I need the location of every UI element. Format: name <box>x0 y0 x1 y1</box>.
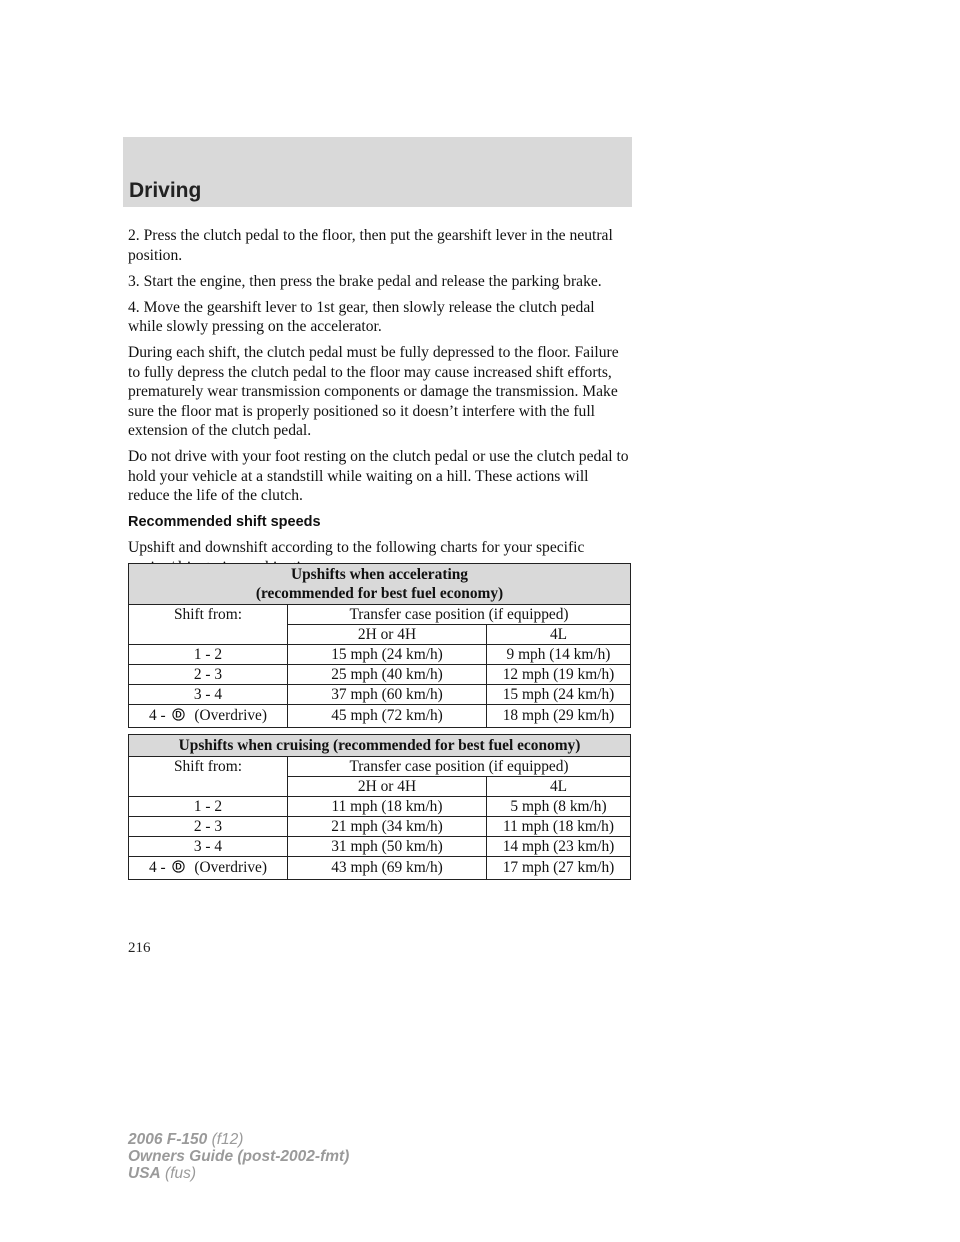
table-caption-line1: Upshifts when accelerating <box>291 566 468 583</box>
cell-2h4h: 37 mph (60 km/h) <box>288 685 487 705</box>
cell-4l: 17 mph (27 km/h) <box>487 857 631 880</box>
cell-shift: 2 - 3 <box>129 665 288 685</box>
page-number: 216 <box>128 940 151 956</box>
section-heading: Recommended shift speeds <box>128 513 321 530</box>
footer-model-code: (f12) <box>211 1131 244 1148</box>
cell-2h4h: 45 mph (72 km/h) <box>288 705 487 728</box>
table-row <box>129 817 631 837</box>
cell-4l: 18 mph (29 km/h) <box>487 705 631 728</box>
table-row <box>129 685 631 705</box>
table-row-overdrive <box>129 857 631 880</box>
col-header-4l: 4L <box>487 777 631 797</box>
accelerating-shift-table <box>128 563 631 728</box>
overdrive-prefix: 4 - <box>148 707 166 724</box>
table-row <box>129 797 631 817</box>
cell-2h4h: 25 mph (40 km/h) <box>288 665 487 685</box>
footer-line-1 <box>128 1131 349 1148</box>
paragraph-step-2: 2. Press the clutch pedal to the floor, then put the gearshift lever in the neutral position. <box>128 227 613 264</box>
table-row <box>129 665 631 685</box>
overdrive-letter: D <box>174 861 182 872</box>
section-header-band <box>123 137 632 207</box>
footer-line-3 <box>128 1165 349 1182</box>
document-footer <box>128 1131 349 1182</box>
col-header-4l: 4L <box>487 625 631 645</box>
footer-line-2 <box>128 1148 349 1165</box>
empty-cell <box>129 625 288 645</box>
cell-shift: 3 - 4 <box>129 837 288 857</box>
cruising-shift-table <box>128 734 631 880</box>
cell-shift: 1 - 2 <box>129 645 288 665</box>
col-header-shift: Shift from: <box>129 757 288 777</box>
cell-4l: 15 mph (24 km/h) <box>487 685 631 705</box>
cell-4l: 9 mph (14 km/h) <box>487 645 631 665</box>
paragraph-clutch-shift: During each shift, the clutch pedal must be fully depressed to the floor. Failure to fully depress the clutch pedal to the floor may cause increased shift efforts, prematurely wear transmission components or damage the transmission. Make sure the floor mat is properly positioned so it doesn’t interfere with the full extension of the clutch pedal. <box>128 344 619 439</box>
col-header-2h4h: 2H or 4H <box>288 625 487 645</box>
cell-2h4h: 43 mph (69 km/h) <box>288 857 487 880</box>
cell-2h4h: 15 mph (24 km/h) <box>288 645 487 665</box>
table-caption-line2: (recommended for best fuel economy) <box>255 585 504 602</box>
cell-4l: 11 mph (18 km/h) <box>487 817 631 837</box>
cell-2h4h: 31 mph (50 km/h) <box>288 837 487 857</box>
overdrive-label: (Overdrive) <box>194 859 268 876</box>
overdrive-d-circle-icon <box>172 708 185 721</box>
cell-4l: 5 mph (8 km/h) <box>487 797 631 817</box>
table-row-overdrive <box>129 705 631 728</box>
overdrive-letter: D <box>174 709 182 720</box>
body-text <box>128 226 633 584</box>
cell-4l: 14 mph (23 km/h) <box>487 837 631 857</box>
table-row <box>129 645 631 665</box>
col-header-shift: Shift from: <box>129 605 288 625</box>
empty-cell <box>129 777 288 797</box>
cell-shift-overdrive <box>129 857 288 880</box>
overdrive-label: (Overdrive) <box>194 707 268 724</box>
paragraph-step-4: 4. Move the gearshift lever to 1st gear, then slowly release the clutch pedal while slowly pressing on the accelerator. <box>128 298 595 335</box>
table-caption <box>129 564 631 605</box>
table-caption: Upshifts when cruising (recommended for best fuel economy) <box>129 735 631 757</box>
cell-shift: 3 - 4 <box>129 685 288 705</box>
table-row <box>129 837 631 857</box>
cell-shift-overdrive <box>129 705 288 728</box>
cell-2h4h: 11 mph (18 km/h) <box>288 797 487 817</box>
col-header-2h4h: 2H or 4H <box>288 777 487 797</box>
col-header-transfer: Transfer case position (if equipped) <box>288 605 631 625</box>
section-title: Driving <box>129 179 202 202</box>
cell-2h4h: 21 mph (34 km/h) <box>288 817 487 837</box>
cell-shift: 2 - 3 <box>129 817 288 837</box>
paragraph-step-3: 3. Start the engine, then press the brake pedal and release the parking brake. <box>128 272 602 290</box>
footer-model: 2006 F-150 <box>128 1131 208 1148</box>
cell-shift: 1 - 2 <box>129 797 288 817</box>
section-intro: Upshift and downshift according to the following charts for your specific <box>128 539 585 556</box>
footer-guide: Owners Guide (post-2002-fmt) <box>128 1148 350 1165</box>
footer-market: USA <box>128 1165 161 1182</box>
footer-market-code: (fus) <box>165 1165 197 1182</box>
cell-4l: 12 mph (19 km/h) <box>487 665 631 685</box>
overdrive-d-circle-icon <box>172 860 185 873</box>
col-header-transfer: Transfer case position (if equipped) <box>288 757 631 777</box>
overdrive-prefix: 4 - <box>148 859 166 876</box>
paragraph-clutch-resting: Do not drive with your foot resting on the clutch pedal or use the clutch pedal to hold your vehicle at a standstill while waiting on a hill. These actions will reduce the life of the clutch. <box>128 448 629 504</box>
